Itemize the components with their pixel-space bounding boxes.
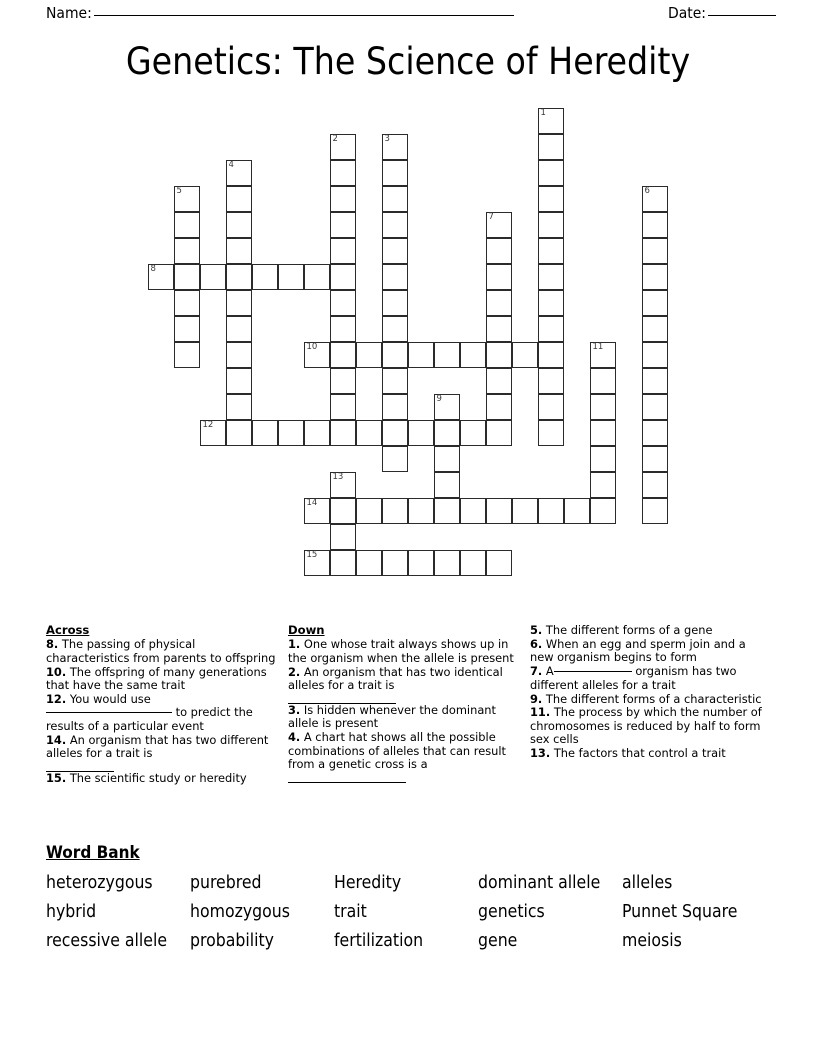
crossword-cell[interactable]	[382, 420, 408, 446]
crossword-cell[interactable]	[460, 550, 486, 576]
clue-text: Is hidden whenever the dominant allele is present	[288, 703, 496, 731]
clue-number: 14.	[46, 732, 67, 747]
crossword-cell[interactable]	[278, 420, 304, 446]
crossword-cell[interactable]	[538, 342, 564, 368]
crossword-cell[interactable]	[538, 238, 564, 264]
crossword-cell[interactable]	[174, 290, 200, 316]
crossword-cell[interactable]	[252, 420, 278, 446]
down-clue-column	[288, 624, 524, 783]
clues-section	[0, 624, 816, 834]
crossword-cell[interactable]	[226, 186, 252, 212]
crossword-cell[interactable]	[304, 550, 330, 576]
crossword-cell[interactable]	[538, 368, 564, 394]
crossword-cell[interactable]	[538, 264, 564, 290]
crossword-cell[interactable]	[382, 394, 408, 420]
clue-across-8	[46, 638, 278, 665]
name-label: Name:	[46, 4, 92, 22]
crossword-cell[interactable]	[486, 238, 512, 264]
crossword-cell[interactable]	[356, 420, 382, 446]
crossword-cell-number: 13	[332, 471, 344, 482]
clue-down-11	[530, 706, 766, 746]
word-bank-word: recessive allele	[46, 931, 168, 951]
word-bank-title: Word Bank	[46, 843, 140, 863]
clue-number: 9.	[530, 691, 543, 706]
crossword-cell[interactable]	[538, 316, 564, 342]
word-bank-word: homozygous	[190, 902, 290, 922]
clue-number: 1.	[288, 637, 301, 652]
crossword-cell[interactable]	[330, 524, 356, 550]
crossword-cell[interactable]	[226, 160, 252, 186]
crossword-cell-number: 11	[592, 341, 604, 352]
clue-number: 11.	[530, 705, 551, 720]
crossword-cell[interactable]	[330, 160, 356, 186]
crossword-cell[interactable]	[434, 446, 460, 472]
crossword-cell[interactable]	[330, 472, 356, 498]
crossword-cell[interactable]	[330, 212, 356, 238]
answer-blank[interactable]	[46, 712, 172, 713]
crossword-cell[interactable]	[642, 368, 668, 394]
crossword-cell[interactable]	[174, 212, 200, 238]
crossword-cell-number: 9	[436, 393, 442, 404]
crossword-cell[interactable]	[226, 290, 252, 316]
word-bank-word: probability	[190, 931, 274, 951]
crossword-cell[interactable]	[382, 212, 408, 238]
clue-down-1	[288, 638, 524, 665]
crossword-cell[interactable]	[174, 186, 200, 212]
clue-text: The scientific study or heredity	[69, 771, 247, 786]
answer-blank[interactable]	[554, 671, 632, 672]
word-bank-row	[46, 872, 786, 895]
crossword-cell[interactable]	[642, 264, 668, 290]
crossword-cell-number: 12	[202, 419, 214, 430]
clue-text: One whose trait always shows up in the organism when the allele is present	[288, 637, 514, 665]
crossword-cell[interactable]	[434, 550, 460, 576]
crossword-cell[interactable]	[330, 394, 356, 420]
down-heading: Down	[288, 623, 325, 637]
clue-text-post: to predict the results of a particular event	[46, 705, 253, 733]
crossword-cell[interactable]	[174, 342, 200, 368]
crossword-cell-number: 3	[384, 133, 390, 144]
crossword-cell[interactable]	[330, 186, 356, 212]
crossword-cell[interactable]	[382, 342, 408, 368]
answer-blank[interactable]	[288, 772, 406, 783]
crossword-cell-number: 15	[306, 549, 318, 560]
crossword-cell[interactable]	[148, 264, 174, 290]
crossword-cell[interactable]	[538, 212, 564, 238]
word-bank-word: dominant allele	[478, 873, 601, 893]
clue-down-2	[288, 666, 524, 693]
clue-number: 3.	[288, 703, 301, 718]
crossword-cell[interactable]	[590, 394, 616, 420]
crossword-cell[interactable]	[330, 316, 356, 342]
clue-number: 5.	[530, 623, 543, 637]
clue-text-pre: An organism that has two identical alleles for a trait is	[288, 664, 503, 693]
crossword-cell[interactable]	[226, 342, 252, 368]
crossword-cell[interactable]	[590, 446, 616, 472]
crossword-cell[interactable]	[538, 186, 564, 212]
word-bank-word: Heredity	[334, 873, 402, 893]
crossword-cell[interactable]	[226, 212, 252, 238]
crossword-cell[interactable]	[486, 550, 512, 576]
clue-text: When an egg and sperm join and a new organism begins to form	[530, 636, 746, 665]
word-bank-word: hybrid	[46, 902, 97, 922]
clue-number: 10.	[46, 664, 67, 679]
crossword-cell-number: 7	[488, 211, 494, 222]
crossword-cell[interactable]	[382, 498, 408, 524]
word-bank-word: gene	[478, 931, 518, 951]
clue-down-5	[530, 624, 766, 637]
crossword-cell[interactable]	[408, 420, 434, 446]
crossword-cell-number: 10	[306, 341, 318, 352]
crossword-cell[interactable]	[330, 368, 356, 394]
crossword-cell[interactable]	[512, 498, 538, 524]
crossword-cell[interactable]	[590, 498, 616, 524]
page-title: Genetics: The Science of Heredity	[125, 40, 691, 83]
crossword-cell[interactable]	[356, 550, 382, 576]
crossword-cell[interactable]	[642, 498, 668, 524]
crossword-cell[interactable]	[330, 420, 356, 446]
crossword-cell[interactable]	[486, 342, 512, 368]
crossword-cell[interactable]	[278, 264, 304, 290]
word-bank-row	[46, 930, 786, 953]
clue-text: The passing of physical characteristics from parents to offspring	[46, 637, 276, 665]
word-bank-row	[46, 901, 786, 924]
crossword-cell[interactable]	[304, 498, 330, 524]
crossword-cell[interactable]	[252, 264, 278, 290]
crossword-cell[interactable]	[382, 160, 408, 186]
crossword-cell-number: 14	[306, 497, 318, 508]
crossword-cell[interactable]	[382, 186, 408, 212]
clue-text-pre: A	[545, 664, 554, 679]
date-write-line[interactable]	[708, 15, 776, 16]
clue-number: 13.	[530, 746, 551, 761]
clue-down-13	[530, 747, 766, 760]
across-clue-column	[46, 624, 278, 786]
clue-across-14	[46, 734, 278, 761]
crossword-cell[interactable]	[538, 108, 564, 134]
crossword-cell[interactable]	[486, 498, 512, 524]
clue-down-4	[288, 731, 524, 771]
crossword-cell[interactable]	[330, 264, 356, 290]
crossword-cell[interactable]	[538, 420, 564, 446]
clue-across-15	[46, 772, 278, 785]
clue-text: The factors that control a trait	[553, 746, 726, 761]
clue-text-pre: You would use	[69, 692, 151, 707]
clue-text-pre: A chart hat shows all the possible combinations of alleles that can result from a genetic cross is a	[288, 730, 507, 772]
crossword-cell[interactable]	[460, 498, 486, 524]
across-heading: Across	[46, 623, 90, 637]
crossword-cell-number: 1	[540, 107, 546, 118]
crossword-cell[interactable]	[642, 472, 668, 498]
crossword-cell[interactable]	[330, 550, 356, 576]
clue-number: 4.	[288, 730, 301, 745]
word-bank-word: genetics	[478, 902, 545, 922]
crossword-cell[interactable]	[538, 290, 564, 316]
clue-down-9	[530, 693, 766, 706]
crossword-cell[interactable]	[304, 264, 330, 290]
clue-down-6	[530, 638, 766, 665]
clue-number: 12.	[46, 692, 67, 707]
crossword-cell[interactable]	[408, 550, 434, 576]
clue-text-post: organism has two different alleles for a trait	[530, 664, 737, 692]
crossword-cell[interactable]	[226, 264, 252, 290]
crossword-cell-number: 8	[150, 263, 156, 274]
crossword-cell[interactable]	[538, 134, 564, 160]
clue-text: The different forms of a gene	[545, 623, 713, 637]
continued-clue-column	[530, 624, 766, 761]
crossword-cell[interactable]	[382, 368, 408, 394]
word-bank-word: Punnet Square	[622, 902, 738, 922]
crossword-cell[interactable]	[486, 212, 512, 238]
clue-down-7	[530, 665, 766, 692]
word-bank-word: meiosis	[622, 931, 682, 951]
crossword-cell[interactable]	[200, 264, 226, 290]
clue-across-10	[46, 666, 278, 693]
crossword-cell[interactable]	[460, 342, 486, 368]
crossword-cell[interactable]	[590, 342, 616, 368]
crossword-cell[interactable]	[434, 472, 460, 498]
crossword-cell[interactable]	[642, 238, 668, 264]
crossword-cell[interactable]	[642, 186, 668, 212]
crossword-cell[interactable]	[538, 160, 564, 186]
crossword-cell[interactable]	[642, 290, 668, 316]
clue-across-12	[46, 693, 278, 733]
crossword-cell[interactable]	[382, 316, 408, 342]
crossword-cell[interactable]	[460, 420, 486, 446]
word-bank-word: trait	[334, 902, 367, 922]
crossword-cell-number: 6	[644, 185, 650, 196]
crossword-cell[interactable]	[174, 264, 200, 290]
crossword-cell[interactable]	[512, 342, 538, 368]
clue-number: 6.	[530, 636, 543, 651]
word-bank-word: heterozygous	[46, 873, 153, 893]
crossword-cell[interactable]	[330, 498, 356, 524]
crossword-cell[interactable]	[486, 394, 512, 420]
crossword-cell[interactable]	[434, 342, 460, 368]
crossword-cell[interactable]	[330, 238, 356, 264]
crossword-cell[interactable]	[486, 368, 512, 394]
crossword-cell[interactable]	[226, 238, 252, 264]
clue-text: The offspring of many generations that have the same trait	[46, 664, 267, 693]
crossword-cell[interactable]	[330, 342, 356, 368]
crossword-cell[interactable]	[356, 342, 382, 368]
crossword-cell[interactable]	[564, 498, 590, 524]
crossword-cell[interactable]	[590, 420, 616, 446]
word-bank-word: fertilization	[334, 931, 424, 951]
clue-number: 8.	[46, 637, 59, 652]
crossword-cell[interactable]	[434, 498, 460, 524]
crossword-cell[interactable]	[642, 446, 668, 472]
crossword-cell[interactable]	[226, 368, 252, 394]
crossword-cell[interactable]	[174, 238, 200, 264]
crossword-cell[interactable]	[538, 498, 564, 524]
date-label: Date:	[667, 4, 706, 22]
clue-number: 15.	[46, 771, 67, 786]
crossword-cell[interactable]	[486, 420, 512, 446]
crossword-cell-number: 4	[228, 159, 234, 170]
crossword-cell[interactable]	[226, 394, 252, 420]
crossword-cell[interactable]	[486, 264, 512, 290]
name-write-line[interactable]	[94, 15, 514, 16]
clue-down-3	[288, 704, 524, 731]
crossword-cell[interactable]	[642, 212, 668, 238]
crossword-cell[interactable]	[382, 550, 408, 576]
crossword-cell[interactable]	[590, 472, 616, 498]
crossword-cell-number: 2	[332, 133, 338, 144]
crossword-cell[interactable]	[408, 342, 434, 368]
crossword-cell[interactable]	[382, 446, 408, 472]
crossword-cell[interactable]	[382, 134, 408, 160]
crossword-cell[interactable]	[434, 394, 460, 420]
crossword-cell[interactable]	[642, 342, 668, 368]
crossword-cell[interactable]	[356, 498, 382, 524]
crossword-cell[interactable]	[590, 368, 616, 394]
crossword-cell[interactable]	[486, 290, 512, 316]
crossword-cell[interactable]	[304, 420, 330, 446]
crossword-cell[interactable]	[642, 316, 668, 342]
crossword-cell[interactable]	[174, 316, 200, 342]
crossword-cell[interactable]	[382, 264, 408, 290]
name-date-row	[0, 0, 816, 26]
crossword-cell[interactable]	[642, 394, 668, 420]
crossword-cell[interactable]	[330, 290, 356, 316]
crossword-cell[interactable]	[330, 134, 356, 160]
crossword-cell[interactable]	[226, 316, 252, 342]
crossword-cell[interactable]	[200, 420, 226, 446]
clue-text: The process by which the number of chromosomes is reduced by half to form sex cells	[530, 705, 762, 747]
clue-number: 7.	[530, 664, 543, 679]
crossword-cell[interactable]	[486, 316, 512, 342]
word-bank-word: alleles	[622, 873, 673, 893]
word-bank	[46, 843, 786, 959]
clue-number: 2.	[288, 664, 301, 679]
crossword-cell[interactable]	[642, 420, 668, 446]
crossword-cell[interactable]	[304, 342, 330, 368]
crossword-cell[interactable]	[382, 238, 408, 264]
crossword-cell[interactable]	[382, 290, 408, 316]
crossword-cell[interactable]	[434, 420, 460, 446]
crossword-cell[interactable]	[226, 420, 252, 446]
crossword-grid[interactable]	[0, 100, 816, 600]
crossword-cell[interactable]	[408, 498, 434, 524]
crossword-cell[interactable]	[538, 394, 564, 420]
crossword-cell-number: 5	[176, 185, 182, 196]
clue-text-pre: An organism that has two different alleles for a trait is	[46, 732, 269, 761]
clue-text: The different forms of a characteristic	[545, 691, 762, 706]
word-bank-word: purebred	[190, 873, 262, 893]
